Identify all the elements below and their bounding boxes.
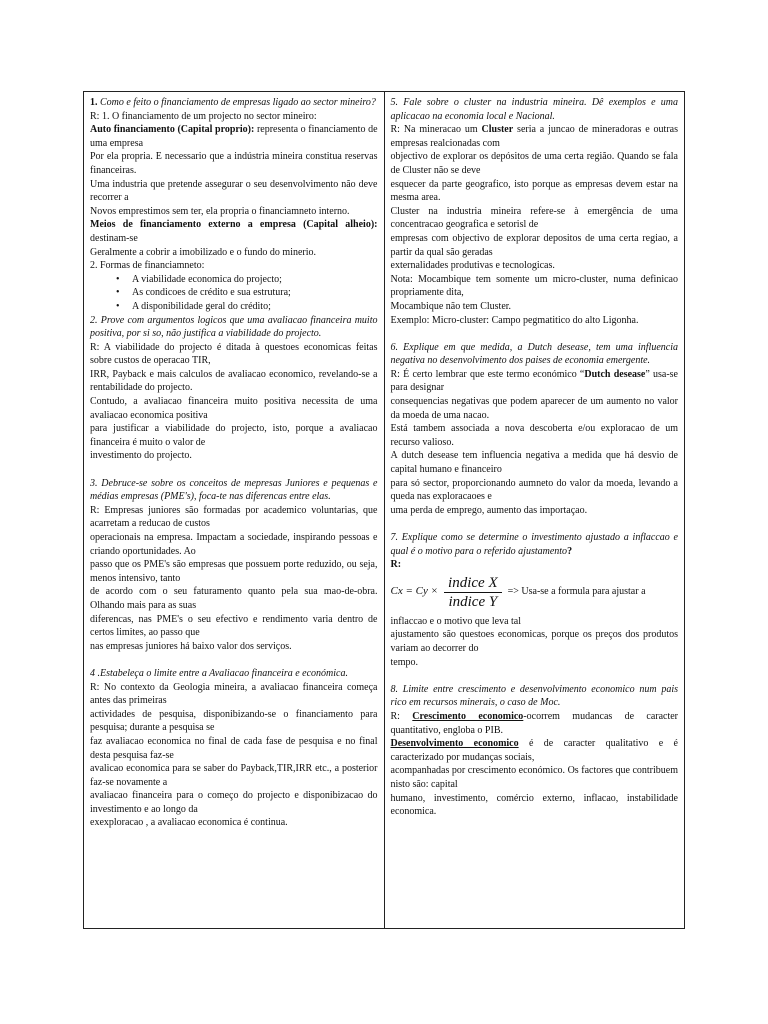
q4-answer-4: avalicao economica para se saber do Payback,TIR,IRR etc., a posterior faz-se novamente a [90, 763, 378, 788]
q6-dutch-term: Dutch desease [584, 368, 646, 380]
q7-question-mark: ? [567, 545, 573, 557]
formula-denominator: indice Y [448, 593, 498, 610]
q1-bullet: • A viabilidade economica do projecto; [132, 273, 378, 287]
q1-line-2: Uma industria que pretende assegurar o seu desenvolvimento não deve recorrer a [90, 178, 378, 204]
q7-r-label: R: [390, 559, 402, 571]
q1-line-4: Geralmente a cobrir a imobilizado e o fundo do minerio. [90, 246, 317, 258]
q1-bullet: • As condicoes de crédito e sua estrutura; [132, 286, 378, 300]
q6-answer-3: Está tambem associada a nova descoberta e/ou exploracao de um recurso valioso. [390, 423, 678, 448]
q1-ext-text: destinam-se [90, 232, 138, 244]
q6-question: 6. Explique em que medida, a Dutch desease, tem uma influencia negativa no desenvolvimento dos paises de economia emergente. [390, 341, 678, 367]
q1-number: 1. [90, 97, 98, 108]
q5-answer-3: esquecer da parte geografico, isto porque as empresas devem estar na mesma area. [390, 178, 678, 204]
q2-answer-5: investimento do projecto. [90, 450, 192, 462]
q7-answer-1: inflaccao e o motivo que leva tal [390, 615, 522, 627]
q5-cluster-term: Cluster [481, 124, 514, 136]
q5-answer-4: Cluster na industria mineira refere-se à emergência de uma concentracao geografica e setorisl de [390, 205, 678, 231]
q2-answer-3: Contudo, a avaliacao financeira muito positiva necessita de uma avaliacao economica positiva [90, 396, 378, 421]
q3-answer-2: operacionais na empresa. Impactam a sociedade, inspirando pessoas e criando oportunidades. Ao [90, 532, 378, 557]
question-8-block: 8. Limite entre crescimento e desenvolvimento economico num pais rico em recursos minerais, o caso de Moc. R: Crescimento economico-ocorrem mudancas de caracter quantitativo, engloba o PIB. Desenvolvimento economico é de caracter qualitativo e é caracterizado por mudanças sociais, acompanhadas por crescimento económico. Os factores que contribuem nisto são: capital humano, investimento, comércio externo, inflacao, instabilidade economica. [390, 683, 679, 818]
q3-answer-4: de acordo com o seu faturamento quanto pela sua mao-de-obra. Olhando mais para as suas [90, 586, 378, 611]
q5-answer-1-pre: R: Na mineracao um [390, 124, 482, 136]
q4-answer-6: exexploracao , a avaliacao economica é continua. [90, 817, 288, 829]
q1-auto-text: representa o financiamento de uma empresa [90, 124, 378, 149]
q8-crescimento-term: Crescimento economico [412, 710, 524, 722]
q1-ext-title: Meios de financiamento externo a empresa (Capital alheio): [90, 219, 378, 231]
q8-desenvolvimento-text: é de caracter qualitativo e é caracterizado por mudanças sociais, [390, 738, 678, 763]
formula-numerator: indice X [444, 574, 502, 593]
question-2-block [90, 314, 378, 464]
q5-answer-5: empresas com objectivo de explorar depositos de uma certa regiao, a partir da qual são geradas [390, 232, 678, 258]
q7-answer-2: ajustamento são questoes economicas, porque os preços dos produtos variam ao decorrer do [390, 629, 678, 654]
q8-desenvolvimento-term: Desenvolvimento economico [390, 738, 519, 750]
question-6-block [391, 341, 679, 518]
q2-question: 2. Prove com argumentos logicos que uma avaliacao financeira muito positiva, por si so, não justifica a viabilidade do projecto. [90, 314, 378, 340]
q8-crescimento-text: -ocorrem mudancas de caracter quantitativo, engloba o PIB. [390, 710, 679, 736]
q6-answer-2: consequencias negativas que podem aparecer de um aumento no valor da moeda de uma nacao. [390, 396, 678, 421]
q2-answer-1: R: A viabilidade do projecto é ditada à questoes economicas feitas sobre custos de operacao TIR, [90, 341, 378, 367]
q1-r1: R: 1. O financiamento de um projecto no sector mineiro: [90, 110, 317, 122]
q1-line-1: Por ela propria. E necessario que a indústria mineira constitua reservas financeiras. [90, 151, 378, 176]
q4-answer-2: actividades de pesquisa, disponibizando-se o financiamento para pesquisa; durante a pesquisa se [90, 708, 378, 734]
question-1-block [90, 96, 378, 314]
q4-answer-1: R: No contexto da Geologia mineira, a avaliacao financeira começa antes das primeiras [90, 681, 378, 707]
q3-answer-1: R: Empresas juniores são formadas por academico voluntarias, que acarretam a reducao de custos [90, 504, 378, 530]
q8-answer-2: humano, investimento, comércio externo, inflacao, instabilidade economica. [390, 792, 678, 818]
q4-answer-3: faz avaliacao economica no final de cada fase de pesquisa e no final desta pesquisa faz-se [90, 735, 378, 761]
q3-answer-3: passo que os PME's são empresas que possuem porte reduzido, ou seja, menos intensivo, tanto [90, 559, 378, 584]
q5-answer-2: objectivo de explorar os depósitos de uma certa região. Quando se fala de Cluster não se deve [390, 151, 678, 176]
q1-bullet: • A disponibilidade geral do crédito; [132, 300, 378, 314]
question-5-block [391, 96, 679, 327]
q3-answer-6: nas empresas juniores há baixo valor dos serviços. [90, 640, 292, 652]
q6-answer-5: para só sector, proporcionando aumneto do valor da moeda, levando a queda nas exploracaoes e [390, 477, 678, 503]
q6-answer-1-post: ” usa-se para designar [390, 368, 678, 394]
q5-answer-1-post: seria a juncao de mineradoras e outras empresas realcionadas com [390, 124, 678, 149]
q6-answer-6: uma perda de emprego, aumento das importaçao. [390, 504, 588, 516]
right-column [385, 92, 685, 928]
formula-lhs: Cx = Cy × [390, 585, 439, 598]
q5-answer-9: Exemplo: Micro-cluster: Campo pegmatitico do alto Ligonha. [390, 314, 639, 326]
question-3-block [90, 477, 378, 654]
inflation-formula [391, 574, 679, 611]
question-4-block [90, 667, 378, 830]
q7-answer-3: tempo. [390, 656, 418, 668]
q6-answer-4: A dutch desease tem influencia negativa a medida que há desvio de capital humano e financeiro [390, 450, 678, 476]
question-7-block [391, 531, 679, 669]
q1-line-5: 2. Formas de financiamneto: [90, 260, 205, 272]
q5-answer-8: Mocambique não tem Cluster. [390, 300, 512, 312]
q2-answer-2: IRR, Payback e mais calculos de avaliacao economico, revelando-se a rentabilidade do projecto. [90, 368, 378, 394]
q8-question: 8. Limite entre crescimento e desenvolvimento economico num pais rico em recursos minerais, o caso de Moc. [390, 683, 678, 709]
q5-answer-6: externalidades produtivas e tecnologicas. [390, 260, 555, 272]
q5-answer-7: Nota: Mocambique tem somente um micro-cluster, numa definicao propriamente dita, [390, 273, 678, 299]
q4-question: 4 .Estabeleça o limite entre a Avaliacao financeira e económica. [90, 667, 348, 679]
qa-table [83, 91, 685, 929]
q3-answer-5: diferencas, nas PME's o seu efectivo e rendimento varia dentro de certos limites, ao passo que [90, 613, 378, 639]
formula-text: => Usa-se a formula para ajustar a [507, 586, 646, 598]
q1-auto-title: Auto financiamento (Capital proprio): [90, 124, 255, 136]
q1-question: Como e feito o financiamento de empresas ligado ao sector mineiro? [100, 97, 376, 108]
q2-answer-4: para justificar a viabilidade do projecto, isto, porque a avaliacao financeira é muito o valor de [90, 423, 378, 448]
left-column [84, 92, 385, 928]
q5-question: 5. Fale sobre o cluster na industria mineira. Dê exemplos e uma aplicacao na economia local e Nacional. [390, 97, 678, 122]
q1-bullet-list [90, 273, 378, 314]
q8-answer-1: acompanhadas por crescimento económico. Os factores que contribuem nisto são: capital [390, 765, 678, 790]
q7-question: 7. Explique como se determine o investimento ajustado a inflaccao e qual é o motivo para o referido ajustamento [390, 532, 678, 557]
q4-answer-5: avaliacao financeira para o começo do projecto e disponibizacao do investimento e ao longo da [90, 790, 378, 815]
formula-fraction [444, 574, 502, 611]
q1-line-3: Novos emprestimos sem ter, ela propria o financiamneto interno. [90, 205, 350, 217]
q6-answer-1-pre: R: É certo lembrar que este termo económico “ [390, 368, 585, 380]
q3-question: 3. Debruce-se sobre os conceitos de mepresas Juniores e pequenas e médias empresas (PME's), foca-te nas diferencas entre elas. [90, 477, 378, 503]
